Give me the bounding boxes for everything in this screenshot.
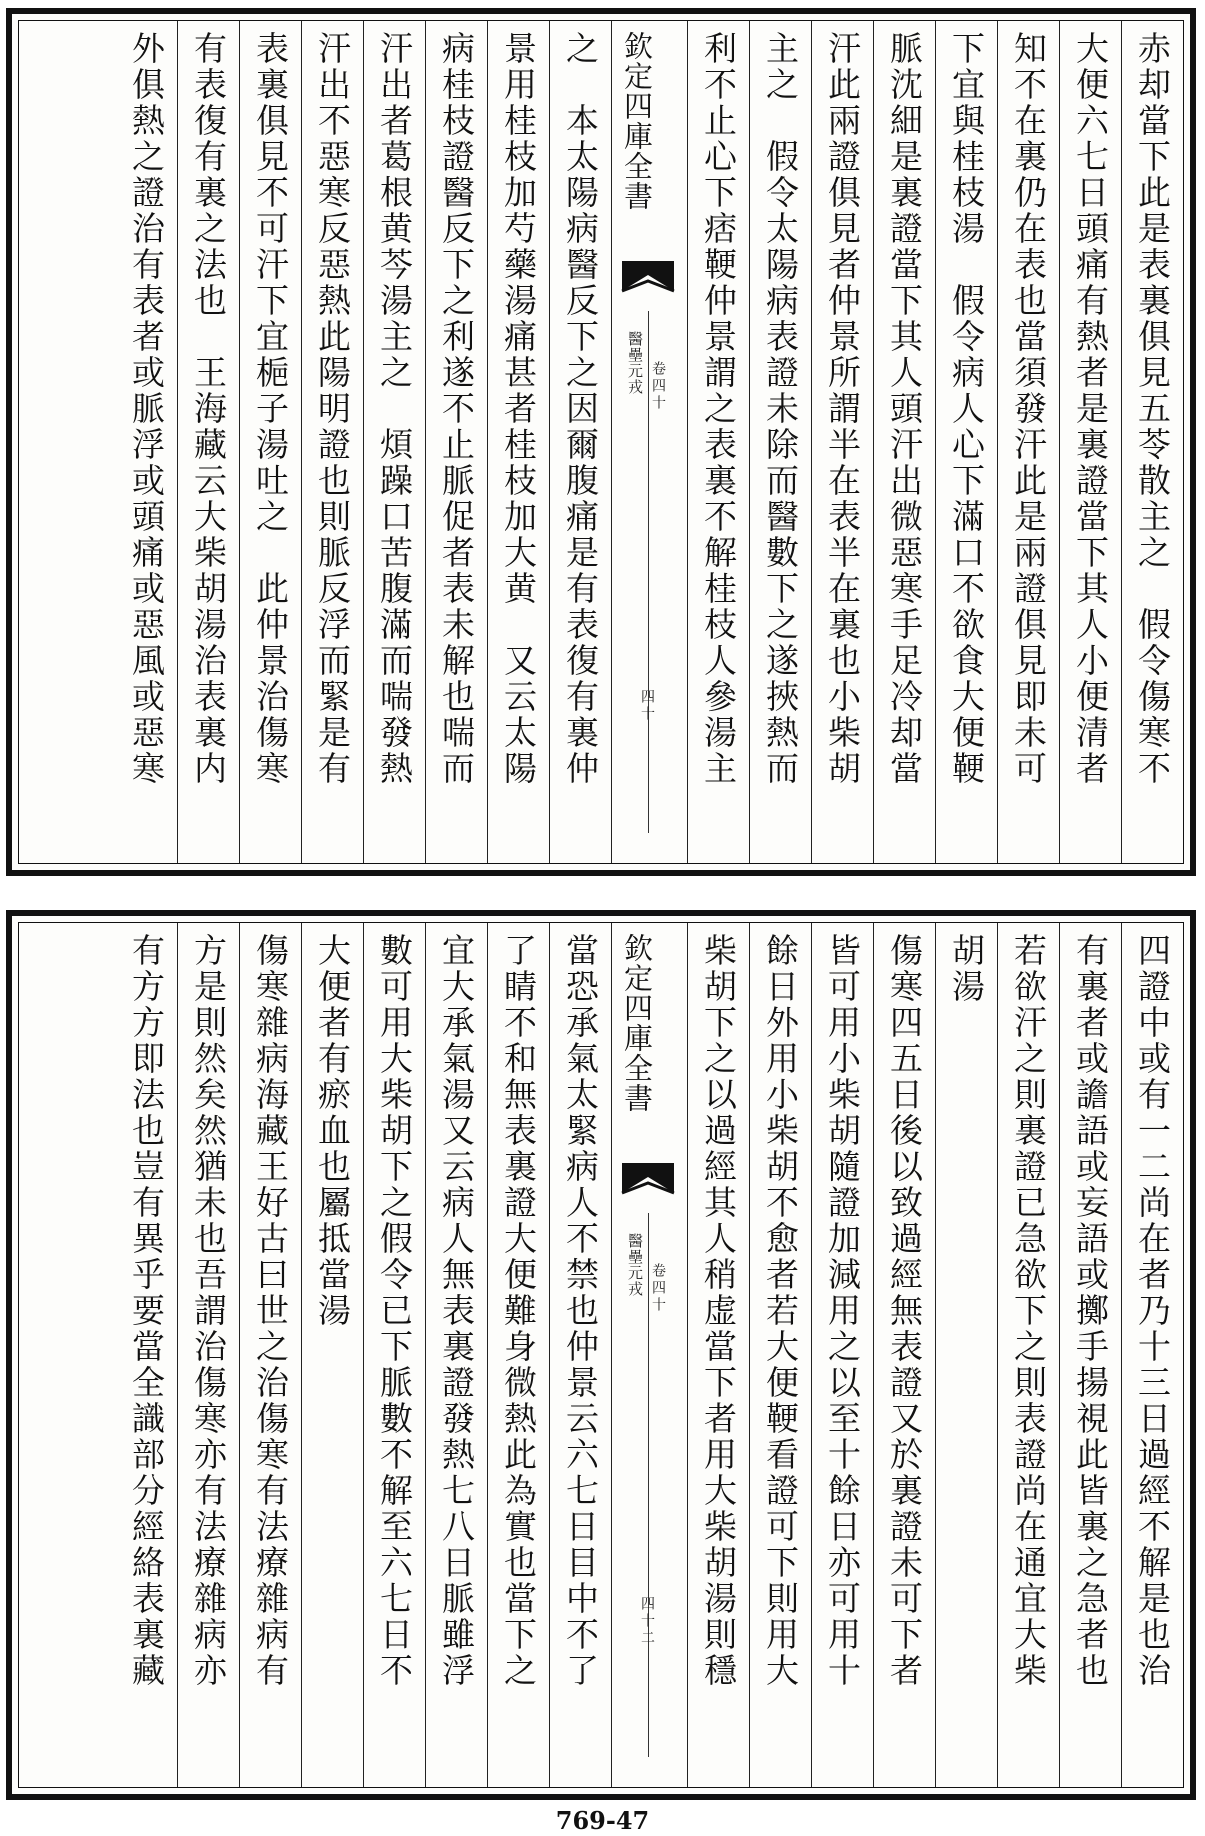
text-column: 若欲汗之則裏證已急欲下之則表證尚在通宜大柴 bbox=[997, 923, 1059, 1787]
bottom-page bbox=[6, 910, 1196, 1800]
bottom-page-text-frame bbox=[18, 922, 1184, 1788]
text-column: 皆可用小柴胡隨證加減用之以至十餘日亦可用十 bbox=[811, 923, 873, 1787]
text-column: 胡湯 bbox=[935, 923, 997, 1787]
top-page-text-frame bbox=[18, 20, 1184, 864]
text-column: 四證中或有一二尚在者乃十三日過經不解是也治 bbox=[1121, 923, 1183, 1787]
text-column: 方是則然矣然猶未也吾謂治傷寒亦有法療雜病亦 bbox=[177, 923, 239, 1787]
text-column: 主之 假令太陽病表證未除而醫數下之遂挾熱而 bbox=[749, 21, 811, 863]
text-column: 利不止心下痞鞕仲景謂之表裏不解桂枝人參湯主 bbox=[687, 21, 749, 863]
fish-tail-ornament-icon bbox=[620, 1163, 676, 1199]
text-column: 汗此兩證俱見者仲景所謂半在表半在裏也小柴胡 bbox=[811, 21, 873, 863]
center-divider-line bbox=[648, 1213, 649, 1757]
text-column: 有表復有裏之法也 王海藏云大柴胡湯治表裏内 bbox=[177, 21, 239, 863]
leaf-number: 四十 bbox=[639, 689, 655, 723]
text-column: 表裏俱見不可汗下宜梔子湯吐之 此仲景治傷寒 bbox=[239, 21, 301, 863]
text-column: 外俱熱之證治有表者或脈浮或頭痛或惡風或惡寒 bbox=[127, 31, 166, 787]
text-column: 脈沈細是裏證當下其人頭汗出微惡寒手足冷却當 bbox=[873, 21, 935, 863]
book-name: 醫壘元戎 bbox=[626, 1233, 644, 1297]
text-column: 宜大承氣湯又云病人無表裏證發熱七八日脈雖浮 bbox=[425, 923, 487, 1787]
center-header-column bbox=[611, 21, 687, 863]
text-column: 有裏者或譫語或妄語或擲手揚視此皆裏之急者也 bbox=[1059, 923, 1121, 1787]
top-page bbox=[6, 8, 1196, 876]
text-column: 了睛不和無表裏證大便難身微熱此為實也當下之 bbox=[487, 923, 549, 1787]
text-column: 柴胡下之以過經其人稍虚當下者用大柴胡湯則穩 bbox=[687, 923, 749, 1787]
text-column: 之 本太陽病醫反下之因爾腹痛是有表復有裏仲 bbox=[549, 21, 611, 863]
book-series-title: 欽定四庫全書 bbox=[620, 31, 654, 211]
text-column: 大便六七日頭痛有熱者是裏證當下其人小便清者 bbox=[1059, 21, 1121, 863]
center-header-column bbox=[611, 923, 687, 1787]
text-column: 數可用大柴胡下之假令已下脈數不解至六七日不 bbox=[363, 923, 425, 1787]
text-column: 下宜與桂枝湯 假令病人心下滿口不欲食大便鞕 bbox=[935, 21, 997, 863]
text-column: 當恐承氣太緊病人不禁也仲景云六七日目中不了 bbox=[549, 923, 611, 1787]
volume-label: 卷四十 bbox=[650, 361, 666, 412]
text-column: 汗出不惡寒反惡熱此陽明證也則脈反浮而緊是有 bbox=[301, 21, 363, 863]
book-name: 醫壘元戎 bbox=[626, 331, 644, 395]
text-column: 病桂枝證醫反下之利遂不止脈促者表未解也喘而 bbox=[425, 21, 487, 863]
book-series-title: 欽定四庫全書 bbox=[620, 933, 654, 1113]
fish-tail-ornament-icon bbox=[620, 261, 676, 297]
text-column: 大便者有瘀血也屬抵當湯 bbox=[301, 923, 363, 1787]
volume-label: 卷四十 bbox=[650, 1263, 666, 1314]
text-column: 赤却當下此是表裏俱見五苓散主之 假令傷寒不 bbox=[1121, 21, 1183, 863]
text-column: 景用桂枝加芍藥湯痛甚者桂枝加大黄 又云太陽 bbox=[487, 21, 549, 863]
text-column: 有方方即法也豈有異乎要當全識部分經絡表裏藏 bbox=[127, 933, 166, 1689]
center-divider-line bbox=[648, 311, 649, 833]
text-column: 傷寒雜病海藏王好古曰世之治傷寒有法療雜病有 bbox=[239, 923, 301, 1787]
text-column: 汗出者葛根黄芩湯主之 煩躁口苦腹滿而喘發熱 bbox=[363, 21, 425, 863]
text-column: 餘日外用小柴胡不愈者若大便鞕看證可下則用大 bbox=[749, 923, 811, 1787]
text-column: 知不在裏仍在表也當須發汗此是兩證俱見即未可 bbox=[997, 21, 1059, 863]
page-number: 769-47 bbox=[555, 1806, 650, 1835]
text-column: 傷寒四五日後以致過經無表證又於裏證未可下者 bbox=[873, 923, 935, 1787]
leaf-number: 四十二 bbox=[639, 1596, 655, 1647]
